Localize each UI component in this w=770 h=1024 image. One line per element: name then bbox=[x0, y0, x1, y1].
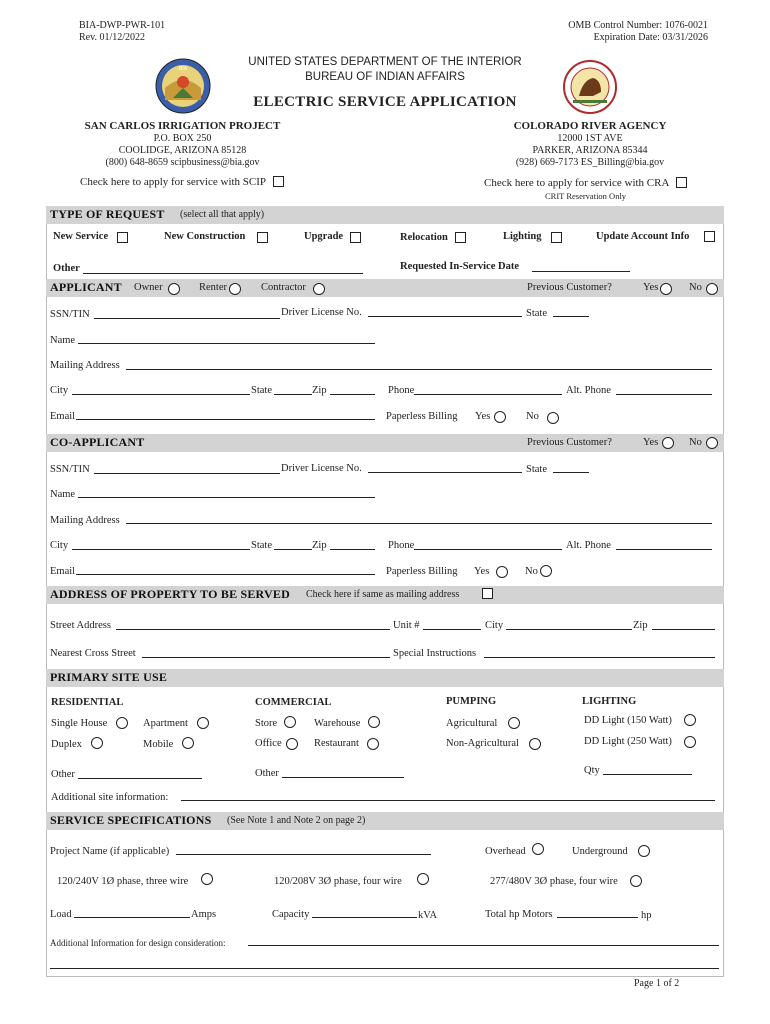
co-paperless-label: Paperless Billing bbox=[386, 566, 458, 577]
new-construction-label: New Construction bbox=[164, 231, 246, 242]
co-state-label: State bbox=[251, 540, 272, 551]
co-city-input[interactable] bbox=[72, 549, 250, 550]
co-previous-yes-label: Yes bbox=[643, 437, 659, 448]
ssn-label: SSN/TIN bbox=[50, 309, 90, 320]
previous-customer-label: Previous Customer? bbox=[527, 282, 612, 293]
dd150-radio[interactable] bbox=[684, 714, 696, 726]
requested-date-input[interactable] bbox=[532, 271, 630, 272]
agricultural-label: Agricultural bbox=[446, 718, 498, 729]
lighting-checkbox[interactable] bbox=[551, 232, 562, 243]
section-title: APPLICANT bbox=[50, 280, 122, 294]
restaurant-radio[interactable] bbox=[367, 738, 379, 750]
co-mailing-input[interactable] bbox=[126, 523, 712, 524]
voltage-option-2-label: 120/208V 3Ø phase, four wire bbox=[274, 876, 402, 887]
relocation-label: Relocation bbox=[400, 232, 448, 243]
site-use-header bbox=[46, 669, 724, 687]
project-name-input[interactable] bbox=[176, 854, 431, 855]
co-paperless-yes-radio[interactable] bbox=[496, 566, 508, 578]
alt-phone-label: Alt. Phone bbox=[566, 385, 611, 396]
street-label: Street Address bbox=[50, 620, 111, 631]
co-zip-label: Zip bbox=[312, 540, 327, 551]
paperless-no-radio[interactable] bbox=[547, 412, 559, 424]
store-label: Store bbox=[255, 718, 278, 729]
other-request-label: Other bbox=[53, 263, 80, 274]
email-input[interactable] bbox=[76, 419, 375, 420]
voltage-option-2-radio[interactable] bbox=[417, 873, 429, 885]
scip-po-box: P.O. BOX 250 bbox=[153, 133, 212, 144]
lighting-label: Lighting bbox=[503, 231, 542, 242]
duplex-label: Duplex bbox=[51, 739, 82, 750]
zip-input[interactable] bbox=[330, 394, 375, 395]
expiration-date: Expiration Date: 03/31/2026 bbox=[593, 32, 708, 43]
cross-street-label: Nearest Cross Street bbox=[50, 648, 136, 659]
service-specifications-header bbox=[46, 812, 724, 830]
unit-input[interactable] bbox=[423, 629, 481, 630]
duplex-radio[interactable] bbox=[91, 737, 103, 749]
page-title: ELECTRIC SERVICE APPLICATION bbox=[253, 94, 517, 110]
office-radio[interactable] bbox=[286, 738, 298, 750]
same-as-mailing-label: Check here if same as mailing address bbox=[306, 589, 460, 600]
co-mailing-label: Mailing Address bbox=[50, 515, 120, 526]
co-alt-phone-input[interactable] bbox=[616, 549, 712, 550]
co-previous-no-label: No bbox=[689, 437, 702, 448]
owner-label: Owner bbox=[134, 282, 163, 293]
cra-apply-checkbox[interactable] bbox=[676, 177, 687, 188]
amps-label: Amps bbox=[191, 909, 217, 920]
hp-label: hp bbox=[641, 910, 652, 921]
special-instructions-label: Special Instructions bbox=[393, 648, 477, 659]
mailing-label: Mailing Address bbox=[50, 360, 120, 371]
co-applicant-header bbox=[46, 434, 724, 452]
cra-note: CRIT Reservation Only bbox=[545, 191, 627, 201]
co-alt-phone-label: Alt. Phone bbox=[566, 540, 611, 551]
overhead-label: Overhead bbox=[485, 846, 526, 857]
co-license-state-input[interactable] bbox=[553, 472, 589, 473]
scip-apply-checkbox[interactable] bbox=[273, 176, 284, 187]
additional-site-label: Additional site information: bbox=[51, 792, 169, 803]
update-account-checkbox[interactable] bbox=[704, 231, 715, 242]
co-license-input[interactable] bbox=[368, 472, 522, 473]
co-city-label: City bbox=[50, 540, 69, 551]
phone-label: Phone bbox=[388, 385, 415, 396]
state-label: State bbox=[526, 308, 547, 319]
cra-address: 12000 1ST AVE bbox=[557, 133, 623, 144]
warehouse-label: Warehouse bbox=[314, 718, 361, 729]
update-account-label: Update Account Info bbox=[596, 231, 690, 242]
form-id: BIA-DWP-PWR-101 bbox=[79, 20, 166, 31]
restaurant-label: Restaurant bbox=[314, 738, 359, 749]
upgrade-label: Upgrade bbox=[304, 231, 344, 242]
co-state-label: State bbox=[526, 464, 547, 475]
agricultural-radio[interactable] bbox=[508, 717, 520, 729]
co-paperless-no-radio[interactable] bbox=[540, 565, 552, 577]
same-as-mailing-checkbox[interactable] bbox=[482, 588, 493, 599]
design-info-input[interactable] bbox=[248, 945, 719, 946]
section-title: TYPE OF REQUEST bbox=[50, 207, 165, 221]
street-input[interactable] bbox=[116, 629, 390, 630]
co-zip-input[interactable] bbox=[330, 549, 375, 550]
underground-label: Underground bbox=[572, 846, 628, 857]
contractor-label: Contractor bbox=[261, 282, 306, 293]
property-zip-input[interactable] bbox=[652, 629, 715, 630]
single-house-label: Single House bbox=[51, 718, 108, 729]
voltage-option-1-label: 120/240V 1Ø phase, three wire bbox=[57, 876, 189, 887]
co-state-input[interactable] bbox=[274, 549, 312, 550]
property-city-input[interactable] bbox=[506, 629, 632, 630]
section-subtitle: (select all that apply) bbox=[180, 209, 265, 220]
qty-input[interactable] bbox=[603, 774, 692, 775]
residential-other-label: Other bbox=[51, 769, 75, 780]
dd250-radio[interactable] bbox=[684, 736, 696, 748]
single-house-radio[interactable] bbox=[116, 717, 128, 729]
co-previous-customer-label: Previous Customer? bbox=[527, 437, 612, 448]
cra-name: COLORADO RIVER AGENCY bbox=[513, 120, 667, 132]
property-zip-label: Zip bbox=[633, 620, 648, 631]
service-note: (See Note 1 and Note 2 on page 2) bbox=[227, 815, 366, 826]
license-label: Driver License No. bbox=[281, 307, 362, 318]
overhead-radio[interactable] bbox=[532, 843, 544, 855]
renter-label: Renter bbox=[199, 282, 227, 293]
paperless-label: Paperless Billing bbox=[386, 411, 458, 422]
section-title: SERVICE SPECIFICATIONS bbox=[50, 813, 212, 827]
ssn-input[interactable] bbox=[94, 318, 280, 319]
section-title: CO-APPLICANT bbox=[50, 435, 145, 449]
capacity-input[interactable] bbox=[312, 917, 417, 918]
svg-text:BIA: BIA bbox=[178, 66, 188, 72]
residential-other-input[interactable] bbox=[78, 778, 202, 779]
capacity-label: Capacity bbox=[272, 909, 310, 920]
co-phone-label: Phone bbox=[388, 540, 415, 551]
scip-apply-label: Check here to apply for service with SCIP bbox=[80, 176, 267, 188]
city-label: City bbox=[50, 385, 69, 396]
state-input[interactable] bbox=[274, 394, 312, 395]
co-previous-no-radio[interactable] bbox=[706, 437, 718, 449]
commercial-other-label: Other bbox=[255, 768, 279, 779]
revision-date: Rev. 01/12/2022 bbox=[79, 32, 146, 43]
new-service-checkbox[interactable] bbox=[117, 232, 128, 243]
co-paperless-yes-label: Yes bbox=[474, 566, 490, 577]
contractor-radio[interactable] bbox=[313, 283, 325, 295]
renter-radio[interactable] bbox=[229, 283, 241, 295]
name-input[interactable] bbox=[78, 343, 375, 344]
design-info-label: Additional Information for design consideration: bbox=[50, 938, 226, 948]
kva-label: kVA bbox=[418, 910, 438, 921]
license-input[interactable] bbox=[368, 316, 522, 317]
warehouse-radio[interactable] bbox=[368, 716, 380, 728]
co-ssn-label: SSN/TIN bbox=[50, 464, 90, 475]
previous-yes-label: Yes bbox=[643, 282, 659, 293]
cra-contact: (928) 669-7173 ES_Billing@bia.gov bbox=[515, 157, 665, 168]
apartment-label: Apartment bbox=[143, 718, 188, 729]
paperless-yes-label: Yes bbox=[475, 411, 491, 422]
co-email-input[interactable] bbox=[76, 574, 375, 575]
section-title: PRIMARY SITE USE bbox=[50, 670, 168, 684]
co-previous-yes-radio[interactable] bbox=[662, 437, 674, 449]
cra-city: PARKER, ARIZONA 85344 bbox=[532, 145, 648, 156]
commercial-other-input[interactable] bbox=[282, 777, 404, 778]
alt-phone-input[interactable] bbox=[616, 394, 712, 395]
bureau-name: BUREAU OF INDIAN AFFAIRS bbox=[305, 71, 465, 83]
dd150-label: DD Light (150 Watt) bbox=[584, 715, 672, 726]
paperless-no-label: No bbox=[526, 411, 539, 422]
voltage-option-3-label: 277/480V 3Ø phase, four wire bbox=[490, 876, 618, 887]
co-email-label: Email bbox=[50, 566, 76, 577]
special-instructions-input[interactable] bbox=[484, 657, 715, 658]
lighting-heading: LIGHTING bbox=[582, 696, 637, 707]
scip-contact: (800) 648-8659 scipbusiness@bia.gov bbox=[105, 157, 260, 168]
underground-radio[interactable] bbox=[638, 845, 650, 857]
property-city-label: City bbox=[485, 620, 504, 631]
page-number: Page 1 of 2 bbox=[634, 978, 680, 989]
commercial-heading: COMMERCIAL bbox=[255, 697, 332, 708]
co-license-label: Driver License No. bbox=[281, 463, 362, 474]
other-request-input[interactable] bbox=[83, 273, 363, 274]
previous-no-radio[interactable] bbox=[706, 283, 718, 295]
residential-heading: RESIDENTIAL bbox=[51, 697, 124, 708]
previous-yes-radio[interactable] bbox=[660, 283, 672, 295]
pumping-heading: PUMPING bbox=[446, 696, 497, 707]
section-title: ADDRESS OF PROPERTY TO BE SERVED bbox=[50, 587, 290, 601]
co-name-input[interactable] bbox=[78, 497, 375, 498]
dd250-label: DD Light (250 Watt) bbox=[584, 736, 672, 747]
owner-radio[interactable] bbox=[168, 283, 180, 295]
project-name-label: Project Name (if applicable) bbox=[50, 846, 170, 857]
new-service-label: New Service bbox=[53, 231, 109, 242]
load-label: Load bbox=[50, 909, 72, 920]
new-construction-checkbox[interactable] bbox=[257, 232, 268, 243]
non-agricultural-radio[interactable] bbox=[529, 738, 541, 750]
name-label: Name bbox=[50, 335, 76, 346]
state-label: State bbox=[251, 385, 272, 396]
mobile-radio[interactable] bbox=[182, 737, 194, 749]
load-input[interactable] bbox=[74, 917, 190, 918]
property-header bbox=[46, 586, 724, 604]
phone-input[interactable] bbox=[414, 394, 562, 395]
voltage-option-1-radio[interactable] bbox=[201, 873, 213, 885]
upgrade-checkbox[interactable] bbox=[350, 232, 361, 243]
unit-label: Unit # bbox=[393, 620, 420, 631]
non-agricultural-label: Non-Agricultural bbox=[446, 738, 519, 749]
co-phone-input[interactable] bbox=[414, 549, 562, 550]
license-state-input[interactable] bbox=[553, 316, 589, 317]
voltage-option-3-radio[interactable] bbox=[630, 875, 642, 887]
cross-street-input[interactable] bbox=[142, 657, 390, 658]
store-radio[interactable] bbox=[284, 716, 296, 728]
omb-number: OMB Control Number: 1076-0021 bbox=[568, 20, 708, 31]
office-label: Office bbox=[255, 738, 282, 749]
design-info-input-line-2[interactable] bbox=[50, 968, 719, 969]
cra-apply-label: Check here to apply for service with CRA bbox=[484, 177, 670, 189]
city-input[interactable] bbox=[72, 394, 250, 395]
relocation-checkbox[interactable] bbox=[455, 232, 466, 243]
co-paperless-no-label: No bbox=[525, 566, 538, 577]
department-name: UNITED STATES DEPARTMENT OF THE INTERIOR bbox=[248, 56, 522, 68]
mobile-label: Mobile bbox=[143, 739, 174, 750]
additional-site-input[interactable] bbox=[181, 800, 715, 801]
total-hp-input[interactable] bbox=[557, 917, 638, 918]
paperless-yes-radio[interactable] bbox=[494, 411, 506, 423]
email-label: Email bbox=[50, 411, 76, 422]
mailing-input[interactable] bbox=[126, 369, 712, 370]
apartment-radio[interactable] bbox=[197, 717, 209, 729]
type-of-request-header bbox=[46, 206, 724, 224]
total-hp-label: Total hp Motors bbox=[485, 909, 553, 920]
scip-city: COOLIDGE, ARIZONA 85128 bbox=[118, 145, 247, 156]
previous-no-label: No bbox=[689, 282, 702, 293]
co-ssn-input[interactable] bbox=[94, 473, 280, 474]
zip-label: Zip bbox=[312, 385, 327, 396]
co-name-label: Name bbox=[50, 489, 76, 500]
scip-name: SAN CARLOS IRRIGATION PROJECT bbox=[84, 120, 281, 132]
qty-label: Qty bbox=[584, 765, 600, 776]
requested-date-label: Requested In-Service Date bbox=[400, 261, 519, 272]
